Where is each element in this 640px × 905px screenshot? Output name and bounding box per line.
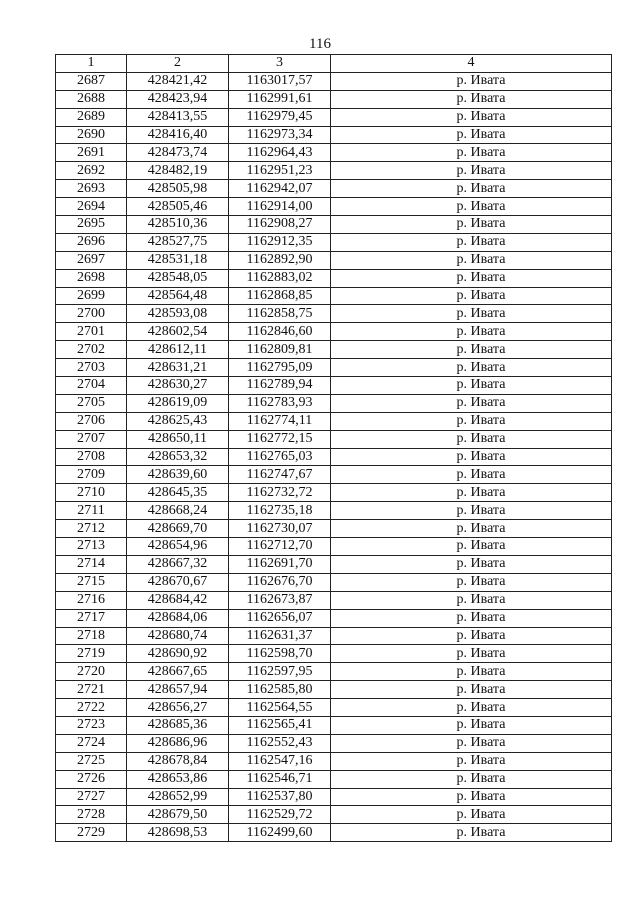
object-name-cell: р. Ивата — [331, 430, 612, 448]
table-row — [56, 216, 612, 234]
x-coordinate-cell: 428669,70 — [127, 520, 229, 538]
table-row — [56, 90, 612, 108]
table-row — [56, 681, 612, 699]
x-coordinate-cell: 428548,05 — [127, 269, 229, 287]
object-name-cell: р. Ивата — [331, 144, 612, 162]
y-coordinate-cell: 1162564,55 — [229, 699, 331, 717]
point-number-cell: 2695 — [56, 216, 127, 234]
object-name-cell: р. Ивата — [331, 591, 612, 609]
y-coordinate-cell: 1162809,81 — [229, 341, 331, 359]
x-coordinate-cell: 428639,60 — [127, 466, 229, 484]
y-coordinate-cell: 1163017,57 — [229, 72, 331, 90]
point-number-cell: 2703 — [56, 359, 127, 377]
column-header-2: 2 — [127, 55, 229, 73]
table-row — [56, 609, 612, 627]
object-name-cell: р. Ивата — [331, 323, 612, 341]
y-coordinate-cell: 1162585,80 — [229, 681, 331, 699]
table-row — [56, 520, 612, 538]
point-number-cell: 2693 — [56, 180, 127, 198]
x-coordinate-cell: 428631,21 — [127, 359, 229, 377]
x-coordinate-cell: 428656,27 — [127, 699, 229, 717]
object-name-cell: р. Ивата — [331, 412, 612, 430]
x-coordinate-cell: 428619,09 — [127, 394, 229, 412]
point-number-cell: 2710 — [56, 484, 127, 502]
point-number-cell: 2727 — [56, 788, 127, 806]
y-coordinate-cell: 1162673,87 — [229, 591, 331, 609]
x-coordinate-cell: 428527,75 — [127, 233, 229, 251]
x-coordinate-cell: 428670,67 — [127, 573, 229, 591]
y-coordinate-cell: 1162858,75 — [229, 305, 331, 323]
table-row — [56, 233, 612, 251]
x-coordinate-cell: 428653,32 — [127, 448, 229, 466]
object-name-cell: р. Ивата — [331, 770, 612, 788]
x-coordinate-cell: 428668,24 — [127, 502, 229, 520]
object-name-cell: р. Ивата — [331, 126, 612, 144]
object-name-cell: р. Ивата — [331, 233, 612, 251]
object-name-cell: р. Ивата — [331, 198, 612, 216]
object-name-cell: р. Ивата — [331, 359, 612, 377]
table-row — [56, 824, 612, 842]
object-name-cell: р. Ивата — [331, 824, 612, 842]
table-row — [56, 359, 612, 377]
column-header-3: 3 — [229, 55, 331, 73]
y-coordinate-cell: 1162597,95 — [229, 663, 331, 681]
point-number-cell: 2706 — [56, 412, 127, 430]
object-name-cell: р. Ивата — [331, 555, 612, 573]
x-coordinate-cell: 428657,94 — [127, 681, 229, 699]
x-coordinate-cell: 428423,94 — [127, 90, 229, 108]
table-row — [56, 108, 612, 126]
y-coordinate-cell: 1162846,60 — [229, 323, 331, 341]
x-coordinate-cell: 428667,32 — [127, 555, 229, 573]
y-coordinate-cell: 1162499,60 — [229, 824, 331, 842]
object-name-cell: р. Ивата — [331, 681, 612, 699]
point-number-cell: 2690 — [56, 126, 127, 144]
object-name-cell: р. Ивата — [331, 645, 612, 663]
point-number-cell: 2687 — [56, 72, 127, 90]
y-coordinate-cell: 1162691,70 — [229, 555, 331, 573]
point-number-cell: 2688 — [56, 90, 127, 108]
x-coordinate-cell: 428686,96 — [127, 734, 229, 752]
point-number-cell: 2723 — [56, 716, 127, 734]
point-number-cell: 2708 — [56, 448, 127, 466]
x-coordinate-cell: 428654,96 — [127, 538, 229, 556]
x-coordinate-cell: 428505,46 — [127, 198, 229, 216]
y-coordinate-cell: 1162912,35 — [229, 233, 331, 251]
x-coordinate-cell: 428698,53 — [127, 824, 229, 842]
table-row — [56, 466, 612, 484]
x-coordinate-cell: 428482,19 — [127, 162, 229, 180]
object-name-cell: р. Ивата — [331, 502, 612, 520]
x-coordinate-cell: 428421,42 — [127, 72, 229, 90]
object-name-cell: р. Ивата — [331, 251, 612, 269]
y-coordinate-cell: 1162529,72 — [229, 806, 331, 824]
point-number-cell: 2697 — [56, 251, 127, 269]
y-coordinate-cell: 1162774,11 — [229, 412, 331, 430]
point-number-cell: 2721 — [56, 681, 127, 699]
object-name-cell: р. Ивата — [331, 287, 612, 305]
table-row — [56, 645, 612, 663]
point-number-cell: 2704 — [56, 377, 127, 395]
object-name-cell: р. Ивата — [331, 466, 612, 484]
x-coordinate-cell: 428505,98 — [127, 180, 229, 198]
table-row — [56, 734, 612, 752]
object-name-cell: р. Ивата — [331, 734, 612, 752]
table-row — [56, 72, 612, 90]
coordinates-table — [55, 54, 612, 842]
point-number-cell: 2696 — [56, 233, 127, 251]
y-coordinate-cell: 1162892,90 — [229, 251, 331, 269]
object-name-cell: р. Ивата — [331, 520, 612, 538]
x-coordinate-cell: 428531,18 — [127, 251, 229, 269]
table-body — [56, 72, 612, 841]
object-name-cell: р. Ивата — [331, 162, 612, 180]
point-number-cell: 2717 — [56, 609, 127, 627]
y-coordinate-cell: 1162546,71 — [229, 770, 331, 788]
object-name-cell: р. Ивата — [331, 305, 612, 323]
x-coordinate-cell: 428679,50 — [127, 806, 229, 824]
y-coordinate-cell: 1162964,43 — [229, 144, 331, 162]
x-coordinate-cell: 428473,74 — [127, 144, 229, 162]
x-coordinate-cell: 428645,35 — [127, 484, 229, 502]
table-row — [56, 394, 612, 412]
y-coordinate-cell: 1162656,07 — [229, 609, 331, 627]
object-name-cell: р. Ивата — [331, 788, 612, 806]
object-name-cell: р. Ивата — [331, 538, 612, 556]
x-coordinate-cell: 428684,06 — [127, 609, 229, 627]
point-number-cell: 2711 — [56, 502, 127, 520]
object-name-cell: р. Ивата — [331, 806, 612, 824]
point-number-cell: 2700 — [56, 305, 127, 323]
y-coordinate-cell: 1162951,23 — [229, 162, 331, 180]
point-number-cell: 2707 — [56, 430, 127, 448]
table-row — [56, 269, 612, 287]
table-row — [56, 144, 612, 162]
y-coordinate-cell: 1162914,00 — [229, 198, 331, 216]
object-name-cell: р. Ивата — [331, 90, 612, 108]
x-coordinate-cell: 428652,99 — [127, 788, 229, 806]
y-coordinate-cell: 1162789,94 — [229, 377, 331, 395]
object-name-cell: р. Ивата — [331, 180, 612, 198]
x-coordinate-cell: 428650,11 — [127, 430, 229, 448]
object-name-cell: р. Ивата — [331, 573, 612, 591]
table-row — [56, 788, 612, 806]
y-coordinate-cell: 1162868,85 — [229, 287, 331, 305]
x-coordinate-cell: 428684,42 — [127, 591, 229, 609]
table-row — [56, 162, 612, 180]
point-number-cell: 2694 — [56, 198, 127, 216]
y-coordinate-cell: 1162537,80 — [229, 788, 331, 806]
table-row — [56, 180, 612, 198]
point-number-cell: 2712 — [56, 520, 127, 538]
object-name-cell: р. Ивата — [331, 627, 612, 645]
object-name-cell: р. Ивата — [331, 716, 612, 734]
table-row — [56, 305, 612, 323]
table-row — [56, 377, 612, 395]
x-coordinate-cell: 428680,74 — [127, 627, 229, 645]
page-number: 116 — [309, 36, 331, 52]
point-number-cell: 2728 — [56, 806, 127, 824]
point-number-cell: 2705 — [56, 394, 127, 412]
table-row — [56, 806, 612, 824]
point-number-cell: 2726 — [56, 770, 127, 788]
y-coordinate-cell: 1162676,70 — [229, 573, 331, 591]
table-row — [56, 752, 612, 770]
x-coordinate-cell: 428653,86 — [127, 770, 229, 788]
object-name-cell: р. Ивата — [331, 663, 612, 681]
object-name-cell: р. Ивата — [331, 448, 612, 466]
y-coordinate-cell: 1162973,34 — [229, 126, 331, 144]
column-header-4: 4 — [331, 55, 612, 73]
point-number-cell: 2689 — [56, 108, 127, 126]
point-number-cell: 2729 — [56, 824, 127, 842]
object-name-cell: р. Ивата — [331, 216, 612, 234]
x-coordinate-cell: 428630,27 — [127, 377, 229, 395]
y-coordinate-cell: 1162765,03 — [229, 448, 331, 466]
object-name-cell: р. Ивата — [331, 377, 612, 395]
x-coordinate-cell: 428685,36 — [127, 716, 229, 734]
y-coordinate-cell: 1162547,16 — [229, 752, 331, 770]
table-row — [56, 323, 612, 341]
y-coordinate-cell: 1162565,41 — [229, 716, 331, 734]
x-coordinate-cell: 428612,11 — [127, 341, 229, 359]
point-number-cell: 2702 — [56, 341, 127, 359]
object-name-cell: р. Ивата — [331, 609, 612, 627]
point-number-cell: 2698 — [56, 269, 127, 287]
y-coordinate-cell: 1162795,09 — [229, 359, 331, 377]
table-row — [56, 699, 612, 717]
table-row — [56, 591, 612, 609]
object-name-cell: р. Ивата — [331, 108, 612, 126]
y-coordinate-cell: 1162783,93 — [229, 394, 331, 412]
object-name-cell: р. Ивата — [331, 484, 612, 502]
point-number-cell: 2720 — [56, 663, 127, 681]
x-coordinate-cell: 428510,36 — [127, 216, 229, 234]
y-coordinate-cell: 1162732,72 — [229, 484, 331, 502]
x-coordinate-cell: 428564,48 — [127, 287, 229, 305]
x-coordinate-cell: 428678,84 — [127, 752, 229, 770]
point-number-cell: 2724 — [56, 734, 127, 752]
table-row — [56, 198, 612, 216]
table-row — [56, 627, 612, 645]
y-coordinate-cell: 1162942,07 — [229, 180, 331, 198]
object-name-cell: р. Ивата — [331, 699, 612, 717]
y-coordinate-cell: 1162552,43 — [229, 734, 331, 752]
object-name-cell: р. Ивата — [331, 752, 612, 770]
table-row — [56, 502, 612, 520]
table-row — [56, 430, 612, 448]
table-row — [56, 484, 612, 502]
table-header-row — [56, 55, 612, 73]
point-number-cell: 2725 — [56, 752, 127, 770]
y-coordinate-cell: 1162712,70 — [229, 538, 331, 556]
table-row — [56, 538, 612, 556]
x-coordinate-cell: 428602,54 — [127, 323, 229, 341]
y-coordinate-cell: 1162598,70 — [229, 645, 331, 663]
x-coordinate-cell: 428416,40 — [127, 126, 229, 144]
point-number-cell: 2691 — [56, 144, 127, 162]
point-number-cell: 2701 — [56, 323, 127, 341]
point-number-cell: 2719 — [56, 645, 127, 663]
y-coordinate-cell: 1162908,27 — [229, 216, 331, 234]
point-number-cell: 2692 — [56, 162, 127, 180]
y-coordinate-cell: 1162991,61 — [229, 90, 331, 108]
table-row — [56, 412, 612, 430]
y-coordinate-cell: 1162979,45 — [229, 108, 331, 126]
y-coordinate-cell: 1162735,18 — [229, 502, 331, 520]
point-number-cell: 2713 — [56, 538, 127, 556]
table-row — [56, 287, 612, 305]
table-row — [56, 555, 612, 573]
y-coordinate-cell: 1162730,07 — [229, 520, 331, 538]
table-row — [56, 663, 612, 681]
table-row — [56, 126, 612, 144]
y-coordinate-cell: 1162631,37 — [229, 627, 331, 645]
table-row — [56, 573, 612, 591]
x-coordinate-cell: 428625,43 — [127, 412, 229, 430]
table-row — [56, 448, 612, 466]
x-coordinate-cell: 428667,65 — [127, 663, 229, 681]
table-row — [56, 251, 612, 269]
point-number-cell: 2716 — [56, 591, 127, 609]
point-number-cell: 2715 — [56, 573, 127, 591]
table-row — [56, 716, 612, 734]
table-row — [56, 770, 612, 788]
column-header-1: 1 — [56, 55, 127, 73]
point-number-cell: 2699 — [56, 287, 127, 305]
object-name-cell: р. Ивата — [331, 341, 612, 359]
table-row — [56, 341, 612, 359]
object-name-cell: р. Ивата — [331, 269, 612, 287]
y-coordinate-cell: 1162772,15 — [229, 430, 331, 448]
y-coordinate-cell: 1162883,02 — [229, 269, 331, 287]
point-number-cell: 2714 — [56, 555, 127, 573]
point-number-cell: 2718 — [56, 627, 127, 645]
y-coordinate-cell: 1162747,67 — [229, 466, 331, 484]
x-coordinate-cell: 428593,08 — [127, 305, 229, 323]
object-name-cell: р. Ивата — [331, 394, 612, 412]
object-name-cell: р. Ивата — [331, 72, 612, 90]
x-coordinate-cell: 428690,92 — [127, 645, 229, 663]
point-number-cell: 2709 — [56, 466, 127, 484]
point-number-cell: 2722 — [56, 699, 127, 717]
x-coordinate-cell: 428413,55 — [127, 108, 229, 126]
